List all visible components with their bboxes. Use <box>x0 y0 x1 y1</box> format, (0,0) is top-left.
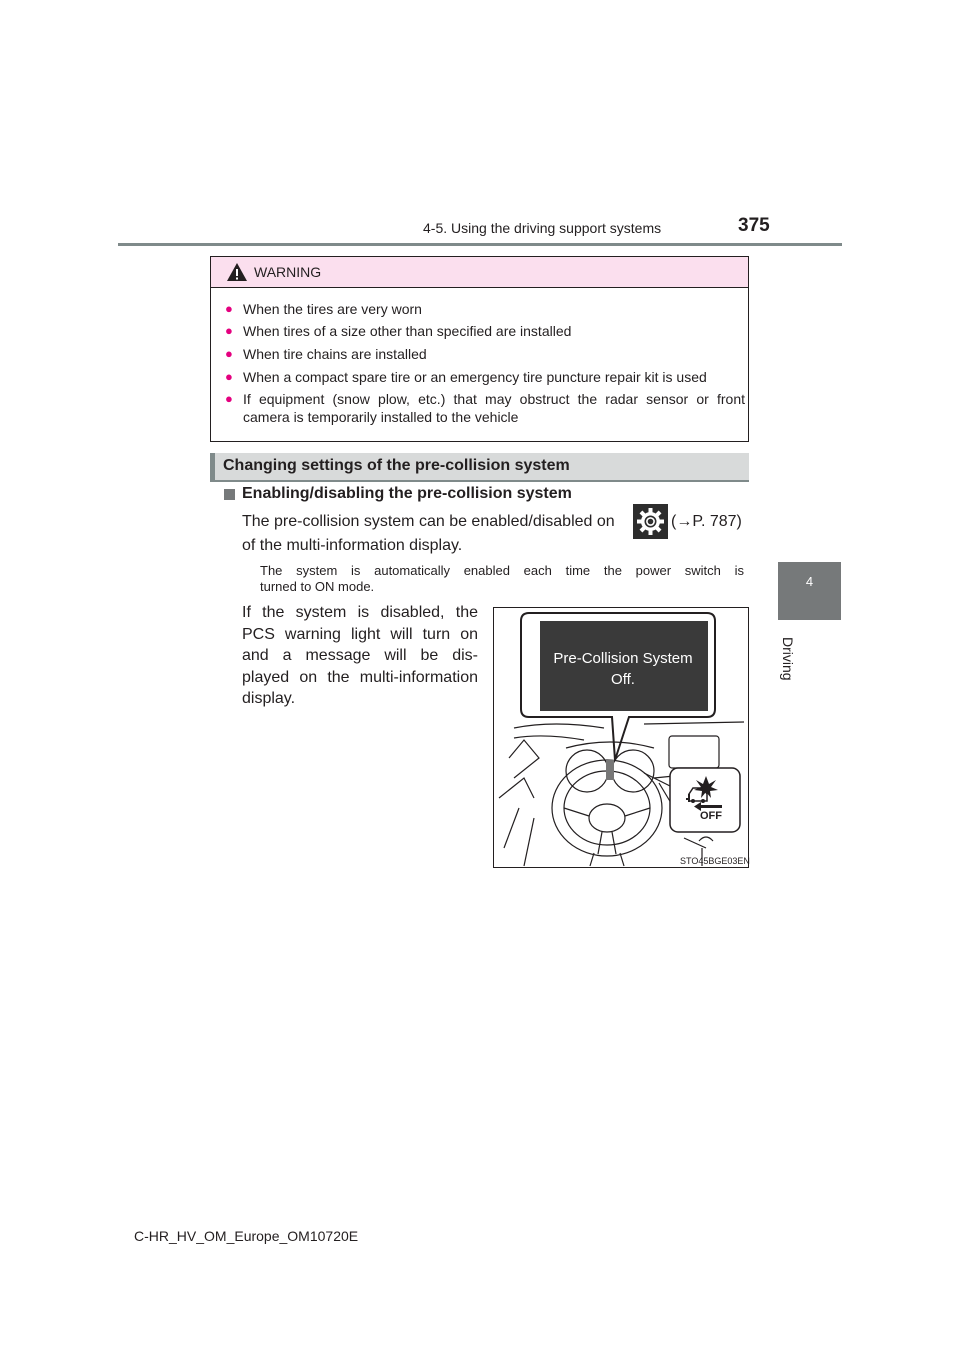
header-rule <box>118 243 842 246</box>
warning-item: ● When a compact spare tire or an emergency tire puncture repair kit is used <box>225 369 707 385</box>
footer-doc-id: C-HR_HV_OM_Europe_OM10720E <box>134 1228 359 1244</box>
display-message-line1: Pre-Collision System <box>553 650 693 667</box>
display-message-line2: Off. <box>611 671 635 688</box>
section-heading: Changing settings of the pre-collision system <box>223 457 570 474</box>
bullet-icon: ● <box>225 301 233 316</box>
section-heading-accent <box>210 453 215 481</box>
bullet-icon: ● <box>225 323 233 338</box>
subheading: Enabling/disabling the pre-collision system <box>242 485 572 502</box>
section-title: 4-5. Using the driving support systems <box>423 220 662 236</box>
page-reference: (→P. 787) <box>671 513 742 530</box>
figure-code: STO45BGE03EN <box>680 856 750 866</box>
bullet-icon: ● <box>225 391 233 406</box>
body-text: The pre-collision system can be enabled/disabled on <box>242 513 615 530</box>
description-paragraph: If the system is disabled, the PCS warning light will turn on and a message will be dis- played on the multi-information display. <box>242 604 478 707</box>
bullet-icon: ● <box>225 346 233 361</box>
body-text: of the multi-information display. <box>242 537 463 554</box>
chapter-label: Driving <box>780 637 796 681</box>
warning-triangle-icon <box>226 262 248 287</box>
warning-item: ● When the tires are very worn <box>225 301 422 317</box>
warning-item: ● When tire chains are installed <box>225 346 427 362</box>
warning-item: ● If equipment (snow plow, etc.) that may obstruct the radar sensor or front camera is temporarily installed to the vehicle <box>225 391 745 425</box>
chapter-number: 4 <box>805 574 814 589</box>
section-heading-rule <box>210 480 749 482</box>
warning-label: WARNING <box>254 264 322 280</box>
chapter-tab <box>778 562 841 620</box>
bullet-icon: ● <box>225 369 233 384</box>
subheading-square-icon <box>224 489 235 500</box>
warning-item: ● When tires of a size other than specified are installed <box>225 323 572 339</box>
page-number: 375 <box>738 215 770 236</box>
settings-gear-icon <box>633 504 668 539</box>
pcs-off-label: OFF <box>700 810 722 822</box>
dashboard-illustration <box>493 607 749 868</box>
note-text: The system is automatically enabled each time the power switch is turned to ON mode. <box>260 563 744 594</box>
